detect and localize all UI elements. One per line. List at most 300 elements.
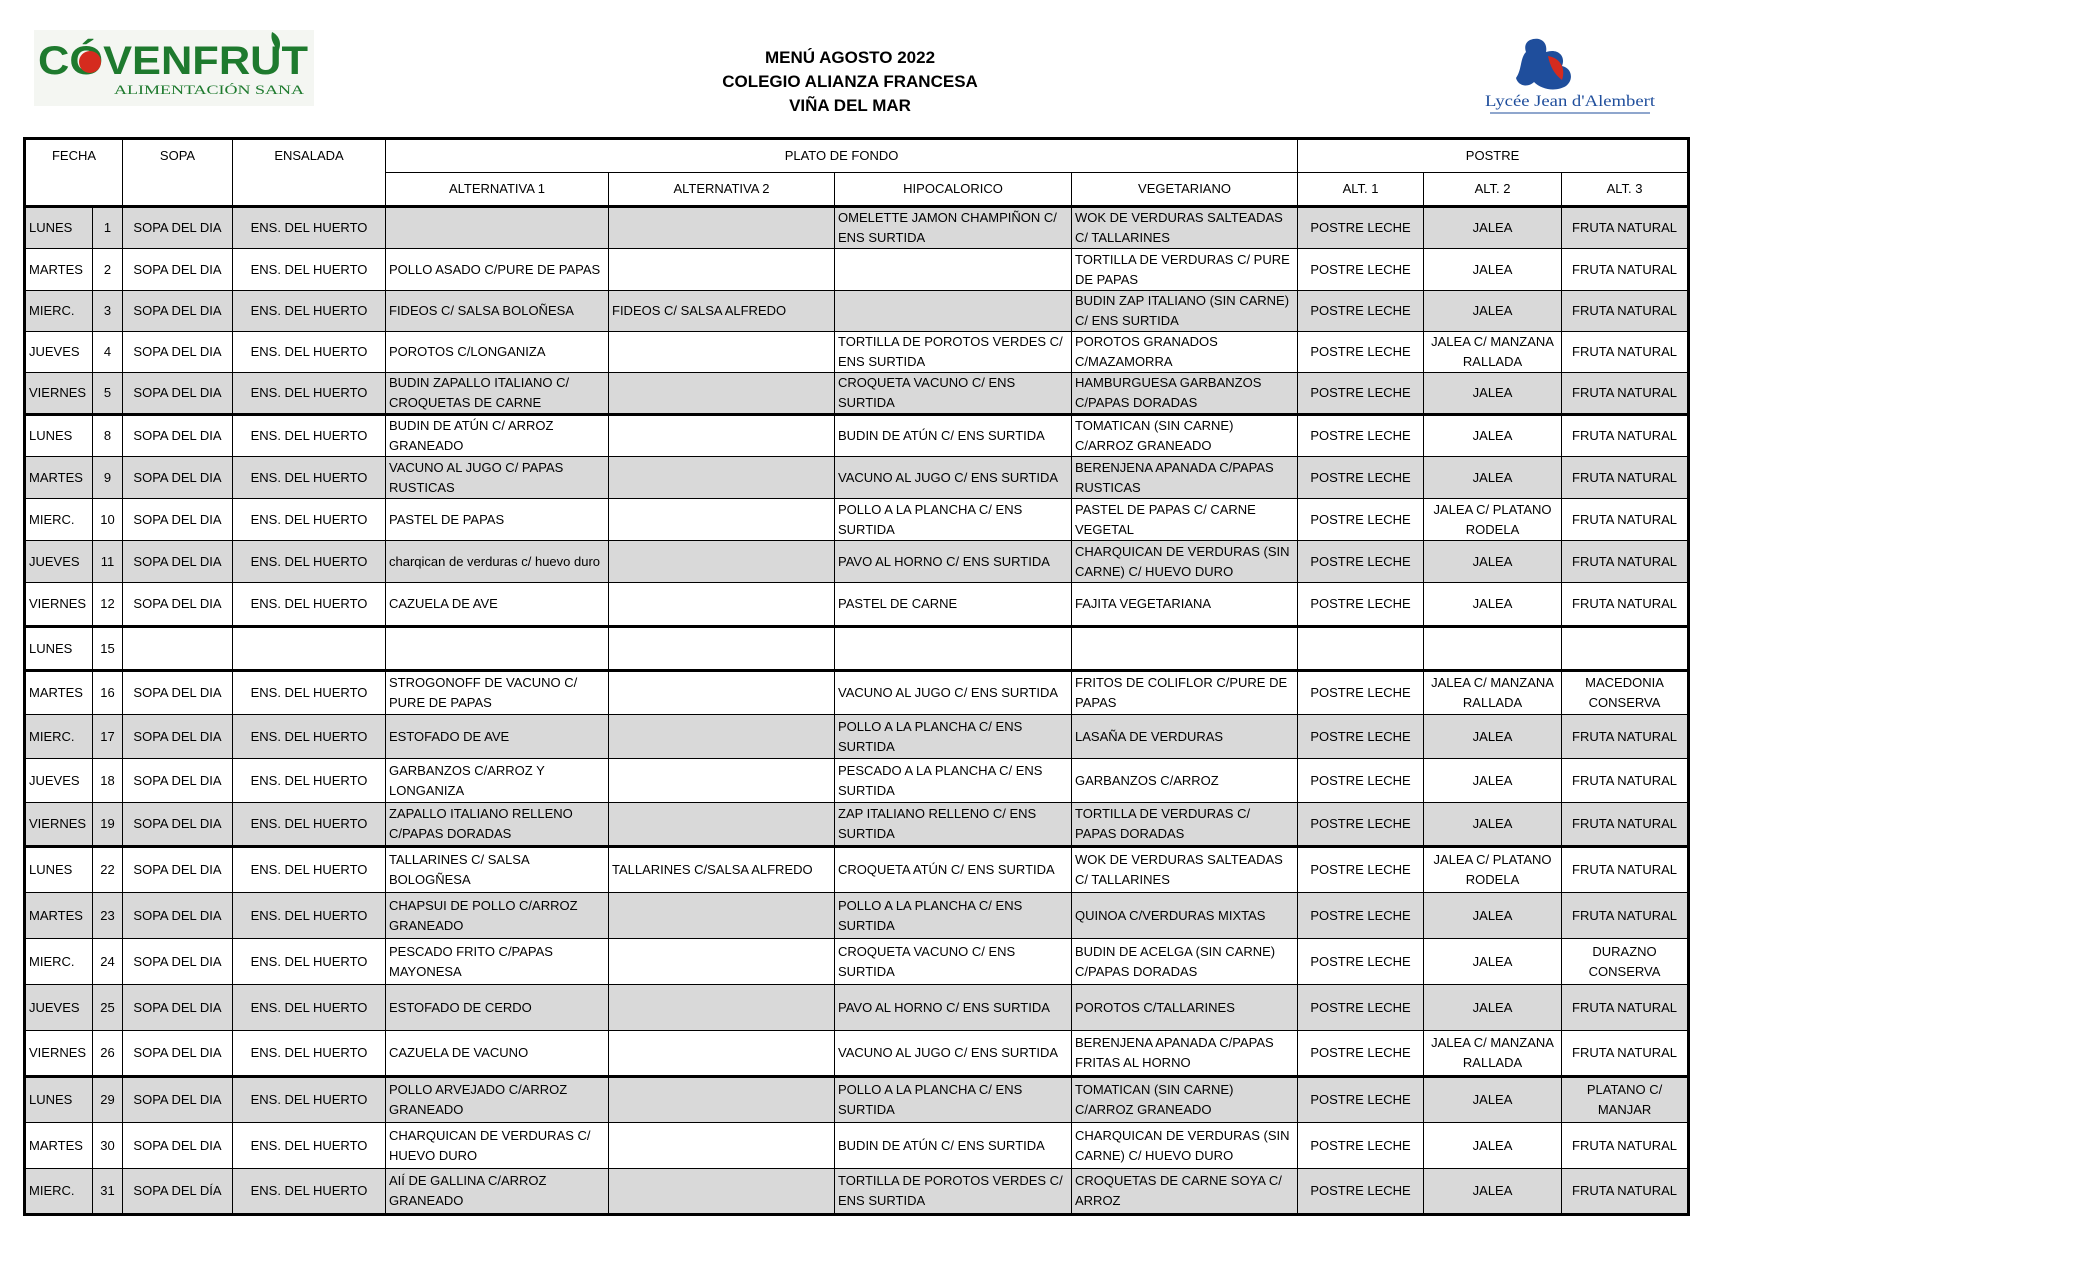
cell-ensalada: ENS. DEL HUERTO (233, 249, 386, 291)
cell-alternativa-1: PASTEL DE PAPAS (386, 499, 609, 541)
cell-ensalada: ENS. DEL HUERTO (233, 1169, 386, 1215)
cell-postre-alt-1: POSTRE LECHE (1298, 803, 1424, 847)
cell-sopa: SOPA DEL DIA (123, 207, 233, 249)
cell-hipocalorico: BUDIN DE ATÚN C/ ENS SURTIDA (835, 415, 1072, 457)
cell-ensalada: ENS. DEL HUERTO (233, 457, 386, 499)
cell-date: 19 (93, 803, 123, 847)
cell-hipocalorico: TORTILLA DE POROTOS VERDES C/ ENS SURTIDA (835, 332, 1072, 373)
cell-vegetariano: PASTEL DE PAPAS C/ CARNE VEGETAL (1072, 499, 1298, 541)
cell-sopa: SOPA DEL DIA (123, 1123, 233, 1169)
header-fecha: FECHA (25, 139, 123, 207)
cell-day: MIERC. (25, 499, 93, 541)
cell-postre-alt-1: POSTRE LECHE (1298, 847, 1424, 893)
cell-date: 23 (93, 893, 123, 939)
cell-vegetariano: HAMBURGUESA GARBANZOS C/PAPAS DORADAS (1072, 373, 1298, 415)
cell-vegetariano: CHARQUICAN DE VERDURAS (SIN CARNE) C/ HUEVO DURO (1072, 541, 1298, 583)
table-row (25, 457, 1689, 499)
cell-postre-alt-3: FRUTA NATURAL (1562, 1031, 1689, 1077)
table-row (25, 847, 1689, 893)
cell-postre-alt-2 (1424, 627, 1562, 671)
cell-day: MARTES (25, 1123, 93, 1169)
lycee-logo-text: Lycée Jean d'Alembert (1485, 93, 1656, 110)
cell-ensalada: ENS. DEL HUERTO (233, 985, 386, 1031)
table-row (25, 893, 1689, 939)
cell-vegetariano: FRITOS DE COLIFLOR C/PURE DE PAPAS (1072, 671, 1298, 715)
cell-vegetariano: CROQUETAS DE CARNE SOYA C/ ARROZ (1072, 1169, 1298, 1215)
cell-date: 25 (93, 985, 123, 1031)
cell-alternativa-1 (386, 627, 609, 671)
table-row (25, 541, 1689, 583)
cell-hipocalorico: POLLO A LA PLANCHA C/ ENS SURTIDA (835, 715, 1072, 759)
cell-vegetariano: TOMATICAN (SIN CARNE) C/ARROZ GRANEADO (1072, 1077, 1298, 1123)
cell-vegetariano: TORTILLA DE VERDURAS C/ PURE DE PAPAS (1072, 249, 1298, 291)
cell-postre-alt-3: FRUTA NATURAL (1562, 893, 1689, 939)
cell-ensalada: ENS. DEL HUERTO (233, 583, 386, 627)
cell-day: VIERNES (25, 373, 93, 415)
cell-day: VIERNES (25, 1031, 93, 1077)
cell-alternativa-2 (609, 373, 835, 415)
header-postre-alt-3: ALT. 3 (1562, 173, 1689, 207)
cell-alternativa-2 (609, 499, 835, 541)
cell-alternativa-1: TALLARINES C/ SALSA BOLOGÑESA (386, 847, 609, 893)
header-alternativa-1: ALTERNATIVA 1 (386, 173, 609, 207)
cell-alternativa-1: CHARQUICAN DE VERDURAS C/ HUEVO DURO (386, 1123, 609, 1169)
cell-sopa: SOPA DEL DIA (123, 415, 233, 457)
cell-ensalada: ENS. DEL HUERTO (233, 291, 386, 332)
cell-alternativa-2: FIDEOS C/ SALSA ALFREDO (609, 291, 835, 332)
cell-hipocalorico (835, 291, 1072, 332)
table-row (25, 715, 1689, 759)
cell-ensalada: ENS. DEL HUERTO (233, 332, 386, 373)
cell-ensalada: ENS. DEL HUERTO (233, 893, 386, 939)
cell-postre-alt-3: FRUTA NATURAL (1562, 1123, 1689, 1169)
table-row (25, 1169, 1689, 1215)
cell-day: VIERNES (25, 583, 93, 627)
cell-sopa: SOPA DEL DIA (123, 249, 233, 291)
cell-postre-alt-2: JALEA (1424, 893, 1562, 939)
cell-date: 31 (93, 1169, 123, 1215)
cell-alternativa-2 (609, 457, 835, 499)
cell-alternativa-1: BUDIN ZAPALLO ITALIANO C/ CROQUETAS DE CARNE (386, 373, 609, 415)
cell-hipocalorico: PESCADO A LA PLANCHA C/ ENS SURTIDA (835, 759, 1072, 803)
cell-sopa: SOPA DEL DIA (123, 583, 233, 627)
cell-day: MARTES (25, 671, 93, 715)
cell-hipocalorico (835, 249, 1072, 291)
cell-hipocalorico: OMELETTE JAMON CHAMPIÑON C/ ENS SURTIDA (835, 207, 1072, 249)
cell-date: 4 (93, 332, 123, 373)
cell-vegetariano: CHARQUICAN DE VERDURAS (SIN CARNE) C/ HUEVO DURO (1072, 1123, 1298, 1169)
cell-postre-alt-2: JALEA (1424, 985, 1562, 1031)
cell-postre-alt-1: POSTRE LECHE (1298, 541, 1424, 583)
cell-date: 9 (93, 457, 123, 499)
table-row (25, 583, 1689, 627)
cell-day: LUNES (25, 415, 93, 457)
cell-day: LUNES (25, 627, 93, 671)
cell-alternativa-2 (609, 583, 835, 627)
table-row (25, 415, 1689, 457)
cell-day: MARTES (25, 457, 93, 499)
cell-date: 10 (93, 499, 123, 541)
cell-postre-alt-3: PLATANO C/ MANJAR (1562, 1077, 1689, 1123)
cell-date: 17 (93, 715, 123, 759)
cell-postre-alt-1: POSTRE LECHE (1298, 1123, 1424, 1169)
cell-hipocalorico (835, 627, 1072, 671)
cell-vegetariano: BERENJENA APANADA C/PAPAS FRITAS AL HORNO (1072, 1031, 1298, 1077)
cell-postre-alt-2: JALEA (1424, 803, 1562, 847)
cell-hipocalorico: VACUNO AL JUGO C/ ENS SURTIDA (835, 1031, 1072, 1077)
cell-hipocalorico: PAVO AL HORNO C/ ENS SURTIDA (835, 985, 1072, 1031)
cell-alternativa-1: CAZUELA DE AVE (386, 583, 609, 627)
cell-alternativa-1: ESTOFADO DE CERDO (386, 985, 609, 1031)
cell-date: 3 (93, 291, 123, 332)
cell-postre-alt-1: POSTRE LECHE (1298, 583, 1424, 627)
apple-icon (79, 51, 101, 73)
cell-alternativa-1: POLLO ASADO C/PURE DE PAPAS (386, 249, 609, 291)
cell-date: 24 (93, 939, 123, 985)
cell-sopa: SOPA DEL DIA (123, 847, 233, 893)
cell-hipocalorico: PASTEL DE CARNE (835, 583, 1072, 627)
table-body (25, 207, 1689, 1215)
cell-sopa: SOPA DEL DIA (123, 715, 233, 759)
table-row (25, 291, 1689, 332)
table-row (25, 803, 1689, 847)
cell-vegetariano: QUINOA C/VERDURAS MIXTAS (1072, 893, 1298, 939)
covenfrut-logo-text: CÓVENFRUT (38, 39, 287, 83)
cell-alternativa-1: AIÍ DE GALLINA C/ARROZ GRANEADO (386, 1169, 609, 1215)
cell-vegetariano: LASAÑA DE VERDURAS (1072, 715, 1298, 759)
covenfrut-logo-subtitle: ALIMENTACIÓN SANA (114, 82, 305, 97)
cell-sopa: SOPA DEL DIA (123, 457, 233, 499)
cell-day: LUNES (25, 847, 93, 893)
cell-alternativa-2 (609, 715, 835, 759)
cell-hipocalorico: TORTILLA DE POROTOS VERDES C/ ENS SURTIDA (835, 1169, 1072, 1215)
cell-alternativa-1: POLLO ARVEJADO C/ARROZ GRANEADO (386, 1077, 609, 1123)
header-plato-de-fondo: PLATO DE FONDO (386, 139, 1298, 173)
cell-postre-alt-1: POSTRE LECHE (1298, 373, 1424, 415)
cell-sopa: SOPA DEL DIA (123, 1031, 233, 1077)
cell-postre-alt-2: JALEA (1424, 291, 1562, 332)
cell-day: LUNES (25, 1077, 93, 1123)
header-postre-alt-2: ALT. 2 (1424, 173, 1562, 207)
cell-postre-alt-3: FRUTA NATURAL (1562, 207, 1689, 249)
header-hipocalorico: HIPOCALORICO (835, 173, 1072, 207)
cell-postre-alt-2: JALEA (1424, 939, 1562, 985)
cell-postre-alt-2: JALEA C/ PLATANO RODELA (1424, 499, 1562, 541)
cell-alternativa-2 (609, 1077, 835, 1123)
cell-sopa (123, 627, 233, 671)
table-row (25, 249, 1689, 291)
cell-vegetariano: FAJITA VEGETARIANA (1072, 583, 1298, 627)
cell-vegetariano: POROTOS GRANADOS C/MAZAMORRA (1072, 332, 1298, 373)
cell-date: 8 (93, 415, 123, 457)
cell-postre-alt-3: FRUTA NATURAL (1562, 541, 1689, 583)
cell-postre-alt-3: FRUTA NATURAL (1562, 1169, 1689, 1215)
cell-ensalada (233, 627, 386, 671)
table-row (25, 1123, 1689, 1169)
cell-postre-alt-1: POSTRE LECHE (1298, 1077, 1424, 1123)
cell-hipocalorico: VACUNO AL JUGO C/ ENS SURTIDA (835, 671, 1072, 715)
table-row (25, 499, 1689, 541)
cell-date: 18 (93, 759, 123, 803)
cell-hipocalorico: POLLO A LA PLANCHA C/ ENS SURTIDA (835, 1077, 1072, 1123)
cell-postre-alt-2: JALEA (1424, 759, 1562, 803)
cell-postre-alt-2: JALEA (1424, 457, 1562, 499)
cell-day: JUEVES (25, 759, 93, 803)
cell-sopa: SOPA DEL DIA (123, 803, 233, 847)
cell-postre-alt-3: FRUTA NATURAL (1562, 583, 1689, 627)
cell-postre-alt-3: FRUTA NATURAL (1562, 332, 1689, 373)
cell-postre-alt-3: FRUTA NATURAL (1562, 499, 1689, 541)
cell-date: 11 (93, 541, 123, 583)
cell-ensalada: ENS. DEL HUERTO (233, 1077, 386, 1123)
cell-day: MARTES (25, 893, 93, 939)
cell-date: 1 (93, 207, 123, 249)
header-vegetariano: VEGETARIANO (1072, 173, 1298, 207)
cell-hipocalorico: CROQUETA VACUNO C/ ENS SURTIDA (835, 939, 1072, 985)
cell-ensalada: ENS. DEL HUERTO (233, 415, 386, 457)
cell-alternativa-1: CHAPSUI DE POLLO C/ARROZ GRANEADO (386, 893, 609, 939)
cell-date: 2 (93, 249, 123, 291)
cell-hipocalorico: POLLO A LA PLANCHA C/ ENS SURTIDA (835, 893, 1072, 939)
cell-postre-alt-1: POSTRE LECHE (1298, 985, 1424, 1031)
cell-day: MIERC. (25, 1169, 93, 1215)
cell-alternativa-1: ESTOFADO DE AVE (386, 715, 609, 759)
cell-alternativa-2: TALLARINES C/SALSA ALFREDO (609, 847, 835, 893)
cell-alternativa-1: CAZUELA DE VACUNO (386, 1031, 609, 1077)
lycee-logo (1470, 34, 1670, 120)
header-postre: POSTRE (1298, 139, 1689, 173)
cell-postre-alt-2: JALEA (1424, 1123, 1562, 1169)
cell-alternativa-2 (609, 415, 835, 457)
cell-alternativa-2 (609, 803, 835, 847)
table-row (25, 939, 1689, 985)
cell-postre-alt-1 (1298, 627, 1424, 671)
cell-postre-alt-2: JALEA (1424, 207, 1562, 249)
cell-postre-alt-1: POSTRE LECHE (1298, 715, 1424, 759)
cell-date: 15 (93, 627, 123, 671)
cell-postre-alt-1: POSTRE LECHE (1298, 893, 1424, 939)
cell-alternativa-2 (609, 939, 835, 985)
cell-date: 16 (93, 671, 123, 715)
cell-postre-alt-3: FRUTA NATURAL (1562, 985, 1689, 1031)
header-ensalada: ENSALADA (233, 139, 386, 207)
cell-vegetariano: BUDIN DE ACELGA (SIN CARNE) C/PAPAS DORADAS (1072, 939, 1298, 985)
cell-postre-alt-2: JALEA (1424, 373, 1562, 415)
cell-sopa: SOPA DEL DIA (123, 332, 233, 373)
rooster-icon (1516, 39, 1571, 90)
cell-postre-alt-3: FRUTA NATURAL (1562, 291, 1689, 332)
cell-alternativa-2 (609, 1031, 835, 1077)
cell-alternativa-2 (609, 893, 835, 939)
cell-postre-alt-3: MACEDONIA CONSERVA (1562, 671, 1689, 715)
table-header (25, 139, 1689, 207)
title-line-3: VIÑA DEL MAR (789, 96, 911, 115)
cell-postre-alt-2: JALEA C/ MANZANA RALLADA (1424, 671, 1562, 715)
table-row (25, 1031, 1689, 1077)
cell-postre-alt-3: FRUTA NATURAL (1562, 373, 1689, 415)
cell-postre-alt-1: POSTRE LECHE (1298, 291, 1424, 332)
table-row (25, 759, 1689, 803)
cell-date: 29 (93, 1077, 123, 1123)
cell-vegetariano (1072, 627, 1298, 671)
cell-ensalada: ENS. DEL HUERTO (233, 671, 386, 715)
cell-postre-alt-2: JALEA (1424, 249, 1562, 291)
table-row (25, 373, 1689, 415)
header-alternativa-2: ALTERNATIVA 2 (609, 173, 835, 207)
cell-postre-alt-1: POSTRE LECHE (1298, 457, 1424, 499)
table-row (25, 207, 1689, 249)
cell-day: VIERNES (25, 803, 93, 847)
cell-postre-alt-1: POSTRE LECHE (1298, 332, 1424, 373)
cell-sopa: SOPA DEL DIA (123, 291, 233, 332)
cell-sopa: SOPA DEL DIA (123, 671, 233, 715)
cell-alternativa-1: ZAPALLO ITALIANO RELLENO C/PAPAS DORADAS (386, 803, 609, 847)
cell-postre-alt-1: POSTRE LECHE (1298, 249, 1424, 291)
cell-vegetariano: WOK DE VERDURAS SALTEADAS C/ TALLARINES (1072, 207, 1298, 249)
title-line-1: MENÚ AGOSTO 2022 (764, 48, 936, 67)
cell-postre-alt-3: FRUTA NATURAL (1562, 847, 1689, 893)
cell-postre-alt-1: POSTRE LECHE (1298, 939, 1424, 985)
cell-day: JUEVES (25, 985, 93, 1031)
cell-day: MIERC. (25, 291, 93, 332)
cell-sopa: SOPA DEL DIA (123, 985, 233, 1031)
cell-postre-alt-1: POSTRE LECHE (1298, 207, 1424, 249)
cell-postre-alt-2: JALEA (1424, 583, 1562, 627)
header-postre-alt-1: ALT. 1 (1298, 173, 1424, 207)
cell-postre-alt-3: FRUTA NATURAL (1562, 803, 1689, 847)
cell-day: JUEVES (25, 541, 93, 583)
cell-vegetariano: BUDIN ZAP ITALIANO (SIN CARNE) C/ ENS SURTIDA (1072, 291, 1298, 332)
cell-sopa: SOPA DEL DIA (123, 373, 233, 415)
cell-alternativa-1: PESCADO FRITO C/PAPAS MAYONESA (386, 939, 609, 985)
cell-day: MIERC. (25, 715, 93, 759)
cell-postre-alt-2: JALEA C/ MANZANA RALLADA (1424, 332, 1562, 373)
cell-postre-alt-1: POSTRE LECHE (1298, 499, 1424, 541)
cell-alternativa-2 (609, 332, 835, 373)
cell-sopa: SOPA DEL DIA (123, 541, 233, 583)
cell-vegetariano: POROTOS C/TALLARINES (1072, 985, 1298, 1031)
cell-alternativa-2 (609, 671, 835, 715)
cell-day: MARTES (25, 249, 93, 291)
cell-alternativa-1: FIDEOS C/ SALSA BOLOÑESA (386, 291, 609, 332)
cell-postre-alt-3: FRUTA NATURAL (1562, 457, 1689, 499)
cell-date: 5 (93, 373, 123, 415)
cell-sopa: SOPA DEL DIA (123, 893, 233, 939)
cell-ensalada: ENS. DEL HUERTO (233, 939, 386, 985)
cell-postre-alt-3: FRUTA NATURAL (1562, 249, 1689, 291)
cell-sopa: SOPA DEL DIA (123, 939, 233, 985)
cell-ensalada: ENS. DEL HUERTO (233, 1031, 386, 1077)
cell-date: 26 (93, 1031, 123, 1077)
cell-vegetariano: GARBANZOS C/ARROZ (1072, 759, 1298, 803)
cell-postre-alt-1: POSTRE LECHE (1298, 415, 1424, 457)
cell-postre-alt-2: JALEA C/ PLATANO RODELA (1424, 847, 1562, 893)
table-row (25, 671, 1689, 715)
cell-day: JUEVES (25, 332, 93, 373)
cell-postre-alt-1: POSTRE LECHE (1298, 671, 1424, 715)
menu-table (23, 137, 1690, 1216)
cell-postre-alt-2: JALEA (1424, 1169, 1562, 1215)
cell-vegetariano: TOMATICAN (SIN CARNE) C/ARROZ GRANEADO (1072, 415, 1298, 457)
cell-alternativa-1: POROTOS C/LONGANIZA (386, 332, 609, 373)
cell-postre-alt-3 (1562, 627, 1689, 671)
covenfrut-logo (34, 30, 314, 106)
cell-postre-alt-2: JALEA (1424, 541, 1562, 583)
cell-hipocalorico: PAVO AL HORNO C/ ENS SURTIDA (835, 541, 1072, 583)
cell-postre-alt-2: JALEA C/ MANZANA RALLADA (1424, 1031, 1562, 1077)
cell-ensalada: ENS. DEL HUERTO (233, 847, 386, 893)
cell-alternativa-2 (609, 541, 835, 583)
cell-postre-alt-1: POSTRE LECHE (1298, 759, 1424, 803)
table-row (25, 1077, 1689, 1123)
cell-ensalada: ENS. DEL HUERTO (233, 1123, 386, 1169)
cell-postre-alt-2: JALEA (1424, 415, 1562, 457)
cell-ensalada: ENS. DEL HUERTO (233, 207, 386, 249)
cell-alternativa-2 (609, 985, 835, 1031)
cell-alternativa-2 (609, 627, 835, 671)
menu-title (640, 46, 1060, 118)
cell-alternativa-2 (609, 1169, 835, 1215)
cell-alternativa-1 (386, 207, 609, 249)
cell-hipocalorico: BUDIN DE ATÚN C/ ENS SURTIDA (835, 1123, 1072, 1169)
table-row (25, 332, 1689, 373)
cell-postre-alt-3: FRUTA NATURAL (1562, 415, 1689, 457)
cell-postre-alt-1: POSTRE LECHE (1298, 1169, 1424, 1215)
cell-postre-alt-1: POSTRE LECHE (1298, 1031, 1424, 1077)
cell-hipocalorico: CROQUETA VACUNO C/ ENS SURTIDA (835, 373, 1072, 415)
cell-ensalada: ENS. DEL HUERTO (233, 499, 386, 541)
title-line-2: COLEGIO ALIANZA FRANCESA (722, 72, 978, 91)
cell-vegetariano: BERENJENA APANADA C/PAPAS RUSTICAS (1072, 457, 1298, 499)
cell-postre-alt-3: DURAZNO CONSERVA (1562, 939, 1689, 985)
cell-ensalada: ENS. DEL HUERTO (233, 803, 386, 847)
cell-ensalada: ENS. DEL HUERTO (233, 759, 386, 803)
table-row (25, 627, 1689, 671)
cell-alternativa-1: BUDIN DE ATÚN C/ ARROZ GRANEADO (386, 415, 609, 457)
cell-postre-alt-2: JALEA (1424, 715, 1562, 759)
cell-date: 30 (93, 1123, 123, 1169)
cell-postre-alt-3: FRUTA NATURAL (1562, 715, 1689, 759)
cell-ensalada: ENS. DEL HUERTO (233, 541, 386, 583)
cell-hipocalorico: ZAP ITALIANO RELLENO C/ ENS SURTIDA (835, 803, 1072, 847)
cell-sopa: SOPA DEL DIA (123, 759, 233, 803)
cell-ensalada: ENS. DEL HUERTO (233, 715, 386, 759)
cell-sopa: SOPA DEL DIA (123, 1077, 233, 1123)
cell-alternativa-2 (609, 1123, 835, 1169)
cell-alternativa-2 (609, 207, 835, 249)
cell-alternativa-1: VACUNO AL JUGO C/ PAPAS RUSTICAS (386, 457, 609, 499)
cell-vegetariano: WOK DE VERDURAS SALTEADAS C/ TALLARINES (1072, 847, 1298, 893)
cell-vegetariano: TORTILLA DE VERDURAS C/ PAPAS DORADAS (1072, 803, 1298, 847)
cell-postre-alt-2: JALEA (1424, 1077, 1562, 1123)
cell-alternativa-1: charqican de verduras c/ huevo duro (386, 541, 609, 583)
cell-hipocalorico: POLLO A LA PLANCHA C/ ENS SURTIDA (835, 499, 1072, 541)
cell-alternativa-2 (609, 249, 835, 291)
cell-alternativa-1: GARBANZOS C/ARROZ Y LONGANIZA (386, 759, 609, 803)
header-sopa: SOPA (123, 139, 233, 207)
cell-ensalada: ENS. DEL HUERTO (233, 373, 386, 415)
cell-hipocalorico: VACUNO AL JUGO C/ ENS SURTIDA (835, 457, 1072, 499)
cell-date: 22 (93, 847, 123, 893)
cell-postre-alt-3: FRUTA NATURAL (1562, 759, 1689, 803)
cell-sopa: SOPA DEL DÍA (123, 1169, 233, 1215)
cell-day: MIERC. (25, 939, 93, 985)
cell-day: LUNES (25, 207, 93, 249)
cell-alternativa-2 (609, 759, 835, 803)
table-row (25, 985, 1689, 1031)
cell-date: 12 (93, 583, 123, 627)
cell-hipocalorico: CROQUETA ATÚN C/ ENS SURTIDA (835, 847, 1072, 893)
